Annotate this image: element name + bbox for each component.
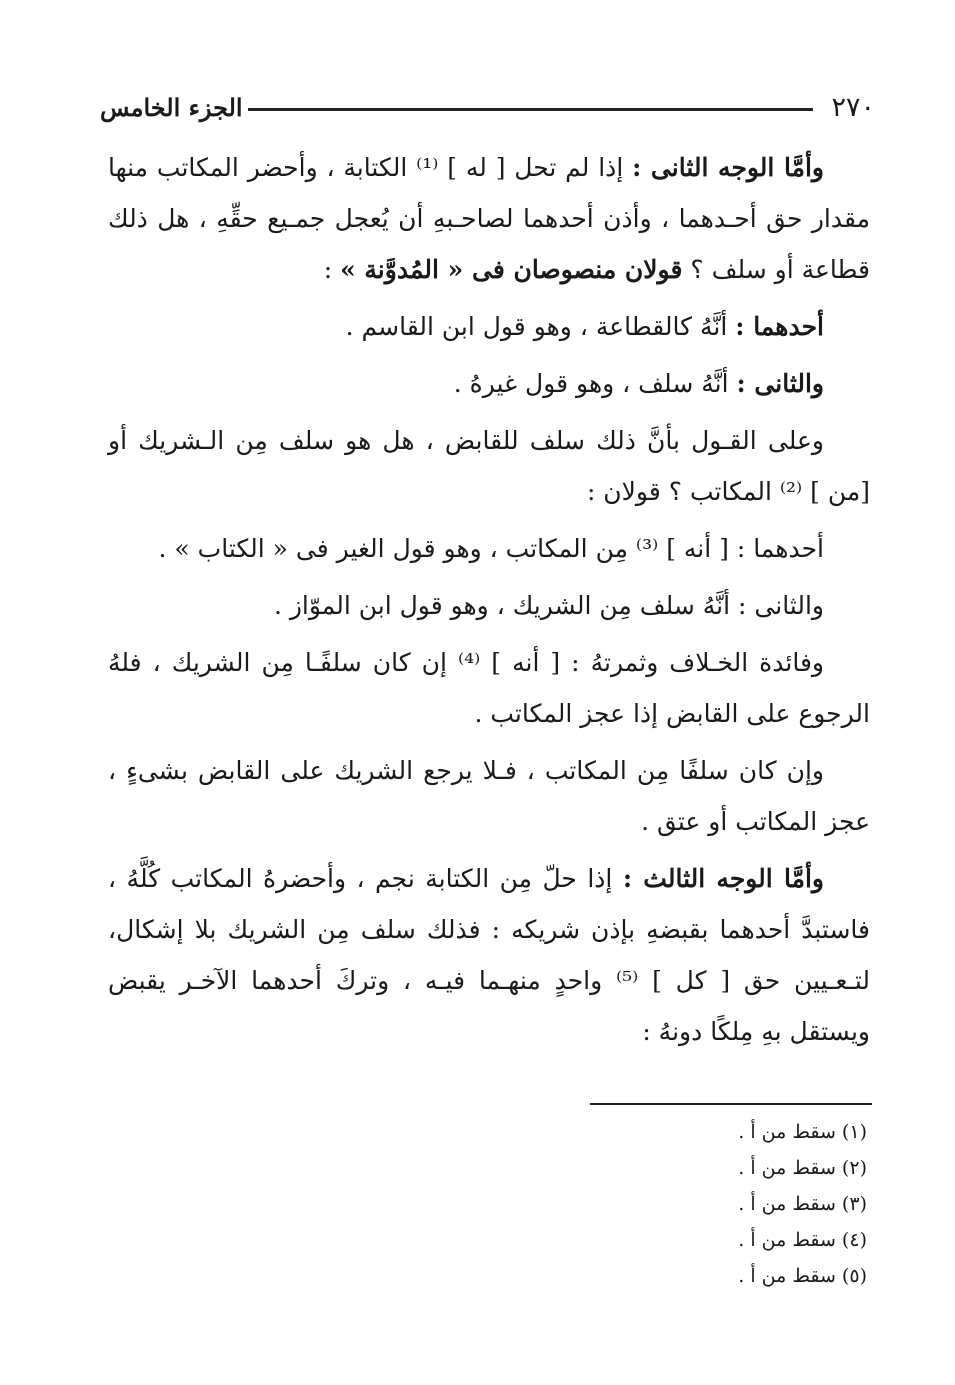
footnote-item: (٣) سقط من أ . <box>738 1193 867 1215</box>
footnote-item: (١) سقط من أ . <box>738 1121 867 1143</box>
page-number: ٢٧٠ <box>831 92 875 123</box>
paragraph-lead: وأمَّا الوجه الثانى : <box>632 153 824 182</box>
paragraph-text: أنَّهُ سلف ، وهو قول غيرهُ . <box>453 369 737 398</box>
paragraph-loan-from-mukatab <box>108 745 870 847</box>
paragraph-text: وفائدة الخـلاف وثمرتهُ : [ أنه ] ⁽⁴⁾ إن كان سلفًـا مِن الشريك ، فلهُ الرجوع على القابض إذا عجز المكاتب . <box>108 648 870 728</box>
main-text <box>108 142 870 1063</box>
paragraph-text: أحدهما : [ أنه ] ⁽³⁾ مِن المكاتب ، وهو قول الغير فى « الكتاب » . <box>158 534 824 563</box>
paragraph-lead: والثانى : <box>736 369 824 398</box>
paragraph-text: وإن كان سلفًا مِن المكاتب ، فـلا يرجع الشريك على القابض بشىءٍ ، عجز المكاتب أو عتق . <box>108 756 870 836</box>
paragraph-third-aspect-intro <box>108 142 870 295</box>
footnotes-list <box>567 1114 867 1294</box>
paragraph-text: والثانى : أنَّهُ سلف مِن الشريك ، وهو قول ابن الموّاز . <box>273 591 824 620</box>
paragraph-dispute-benefit <box>108 637 870 739</box>
footnote-item: (٢) سقط من أ . <box>738 1157 867 1179</box>
paragraph-second-opinion <box>108 358 870 409</box>
footnote-separator <box>590 1103 872 1105</box>
paragraph-text: : <box>323 255 341 284</box>
paragraph-first-opinion <box>108 301 870 352</box>
paragraph-loan-first <box>108 523 870 574</box>
paragraph-text: وعلى القـول بأنَّ ذلك سلف للقابض ، هل هو سلف مِن الـشريك أو [من ] ⁽²⁾ المكاتب ؟ قولان : <box>108 426 870 506</box>
paragraph-text: أنَّهُ كالقطاعة ، وهو قول ابن القاسم . <box>345 312 736 341</box>
paragraph-third-aspect <box>108 853 870 1057</box>
footnote-item: (٤) سقط من أ . <box>738 1229 867 1251</box>
paragraph-lead: وأمَّا الوجه الثالث : <box>622 864 824 893</box>
page-header <box>100 88 875 128</box>
running-title: الجزء الخامس <box>100 93 243 122</box>
paragraph-text: إذا حلّ مِن الكتابة نجم ، وأحضرهُ المكاتب كُلَّهُ ، فاستبدَّ أحدهما بقبضهِ بإذن شريكه : فذلك سلف مِن الشريك بلا إشكال، لتـعـيين حق [ كل ] ⁽⁵⁾ واحدٍ منهـما فيـه ، وتركَ أحدهما الآخـر يقبض ويستقل بهِ مِلكًا دونهُ : <box>108 864 871 1046</box>
emphasized-text: قولان منصوصان فى « المُدوَّنة » <box>340 255 683 284</box>
paragraph-text: إذا لم تحل [ له ] ⁽¹⁾ الكتابة ، وأحضر المكاتب منها مقدار حق أحـدهما ، وأذن أحدهما لصاحـبهِ أن يُعجل جمـيع حقِّهِ ، هل ذلك قطاعة أو سلف ؟ <box>108 153 870 284</box>
paragraph-lead: أحدهما : <box>735 312 824 341</box>
paragraph-loan-second <box>108 580 870 631</box>
paragraph-loan-question <box>108 415 870 517</box>
footnote-item: (٥) سقط من أ . <box>738 1265 867 1287</box>
header-rule <box>248 108 813 111</box>
